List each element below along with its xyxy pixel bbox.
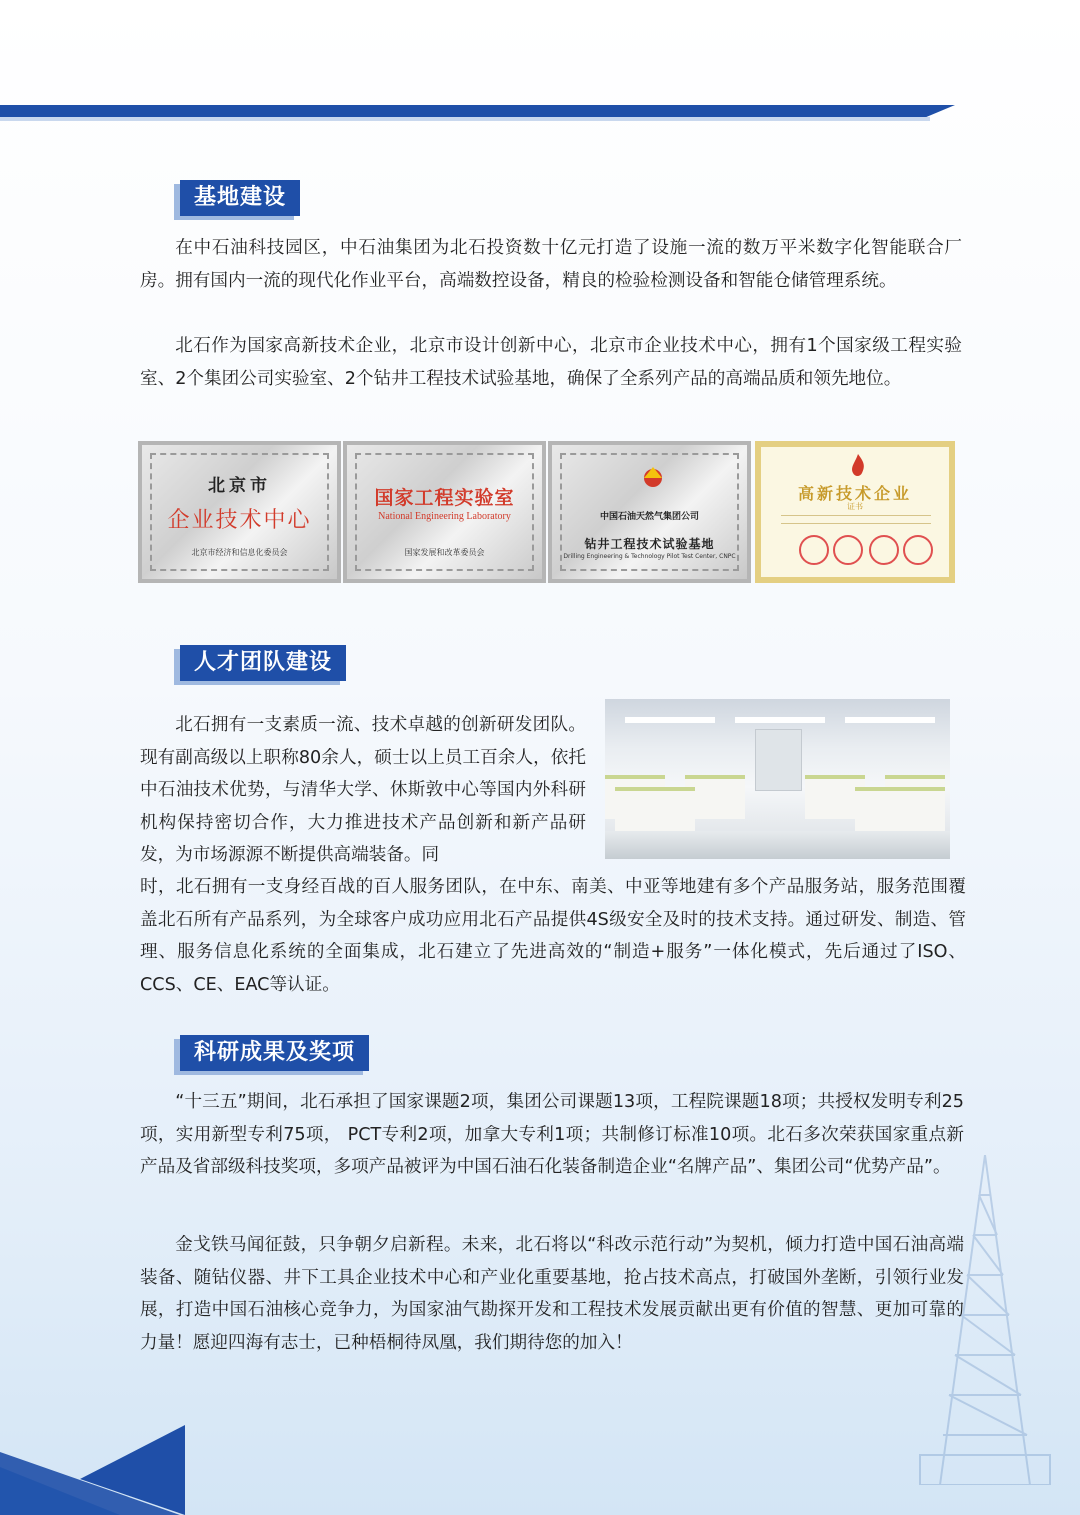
research-paragraph-2: 金戈铁马闻征鼓，只争朝夕启新程。未来，北石将以“科改示范行动”为契机，倾力打造中国石油高端装备、随钻仪器、井下工具企业技术中心和产业化重要基地，抢占技术高点，打破国外垄断，引领行业发展，打造中国石油核心竞争力，为国家油气勘探开发和工程技术发展贡献出更有价值的智慧、更加可靠的力量！愿迎四海有志士，已种梧桐待凤凰，我们期待您的加入！ bbox=[140, 1235, 964, 1353]
certificate-4-line1: 高新技术企业 bbox=[797, 484, 912, 503]
certificate-2-issuer: 国家发展和改革委员会 bbox=[404, 548, 485, 557]
certificate-high-tech-enterprise bbox=[755, 441, 955, 583]
office-photo bbox=[605, 699, 950, 859]
red-seal-icon bbox=[869, 535, 899, 565]
base-construction-paragraph-1: 在中石油科技园区，中石油集团为北石投资数十亿元打造了设施一流的数万平米数字化智能联合厂房。拥有国内一流的现代化作业平台，高端数控设备，精良的检验检测设备和智能仓储管理系统。 bbox=[140, 238, 962, 291]
flame-emblem-icon bbox=[847, 453, 869, 479]
certificate-1-issuer: 北京市经济和信息化委员会 bbox=[191, 548, 288, 557]
base-construction-paragraph-2: 北石作为国家高新技术企业，北京市设计创新中心，北京市企业技术中心，拥有1个国家级工程实验室、2个集团公司实验室、2个钻井工程技术试验基地，确保了全系列产品的高端品质和领先地位。 bbox=[140, 336, 962, 389]
section-title-research-achievements: 科研成果及奖项 bbox=[180, 1035, 369, 1071]
oil-rig-tower-icon bbox=[910, 1155, 1060, 1485]
top-accent-bar bbox=[0, 105, 955, 117]
certificate-1-line1: 北京市 bbox=[208, 476, 271, 496]
certificate-3-line1: 中国石油天然气集团公司 bbox=[599, 512, 699, 522]
section-title-talent-team: 人才团队建设 bbox=[180, 645, 346, 681]
certificate-3-line2: 钻井工程技术试验基地 bbox=[584, 537, 715, 551]
cnpc-logo-icon bbox=[640, 465, 666, 487]
section-title-base-construction: 基地建设 bbox=[180, 180, 300, 216]
red-seal-icon bbox=[799, 535, 829, 565]
certificate-2-line2: National Engineering Laboratory bbox=[378, 511, 511, 522]
certificate-enterprise-tech-center bbox=[138, 441, 341, 583]
certificate-drilling-test-base bbox=[548, 441, 751, 583]
certificate-3-line3: Drilling Engineering & Technology Pilot Test Center, CNPC bbox=[563, 553, 736, 560]
certificate-4-line2: 证书 bbox=[847, 502, 863, 511]
certificate-national-engineering-lab bbox=[343, 441, 546, 583]
certificate-2-line1: 国家工程实验室 bbox=[374, 487, 515, 509]
research-paragraph-1: “十三五”期间，北石承担了国家课题2项，集团公司课题13项，工程院课题18项；共授权发明专利25项，实用新型专利75项， PCT专利2项，加拿大专利1项；共制修订标准10项。北石多次荣获国家重点新产品及省部级科技奖项，多项产品被评为中国石油石化装备制造企业“名牌产品”、集团公司“优势产品”。 bbox=[140, 1092, 964, 1177]
talent-team-paragraph-wrap: 北石拥有一支素质一流、技术卓越的创新研发团队。现有副高级以上职称80余人，硕士以上员工百余人，依托中石油技术优势，与清华大学、休斯敦中心等国内外科研机构保持密切合作，大力推进技术产品创新和新产品研发，为市场源源不断提供高端装备。同 bbox=[140, 715, 586, 865]
red-seal-icon bbox=[833, 535, 863, 565]
red-seal-icon bbox=[903, 535, 933, 565]
certificate-1-line2: 企业技术中心 bbox=[167, 508, 312, 533]
top-accent-bar-shadow bbox=[0, 117, 930, 121]
talent-team-paragraph-full: 时，北石拥有一支身经百战的百人服务团队，在中东、南美、中亚等地建有多个产品服务站，服务范围覆盖北石所有产品系列，为全球客户成功应用北石产品提供4S级安全及时的技术支持。通过研发、制造、管理、服务信息化系统的全面集成，北石建立了先进高效的“制造+服务”一体化模式，先后通过了ISO、CCS、CE、EAC等认证。 bbox=[140, 877, 966, 995]
